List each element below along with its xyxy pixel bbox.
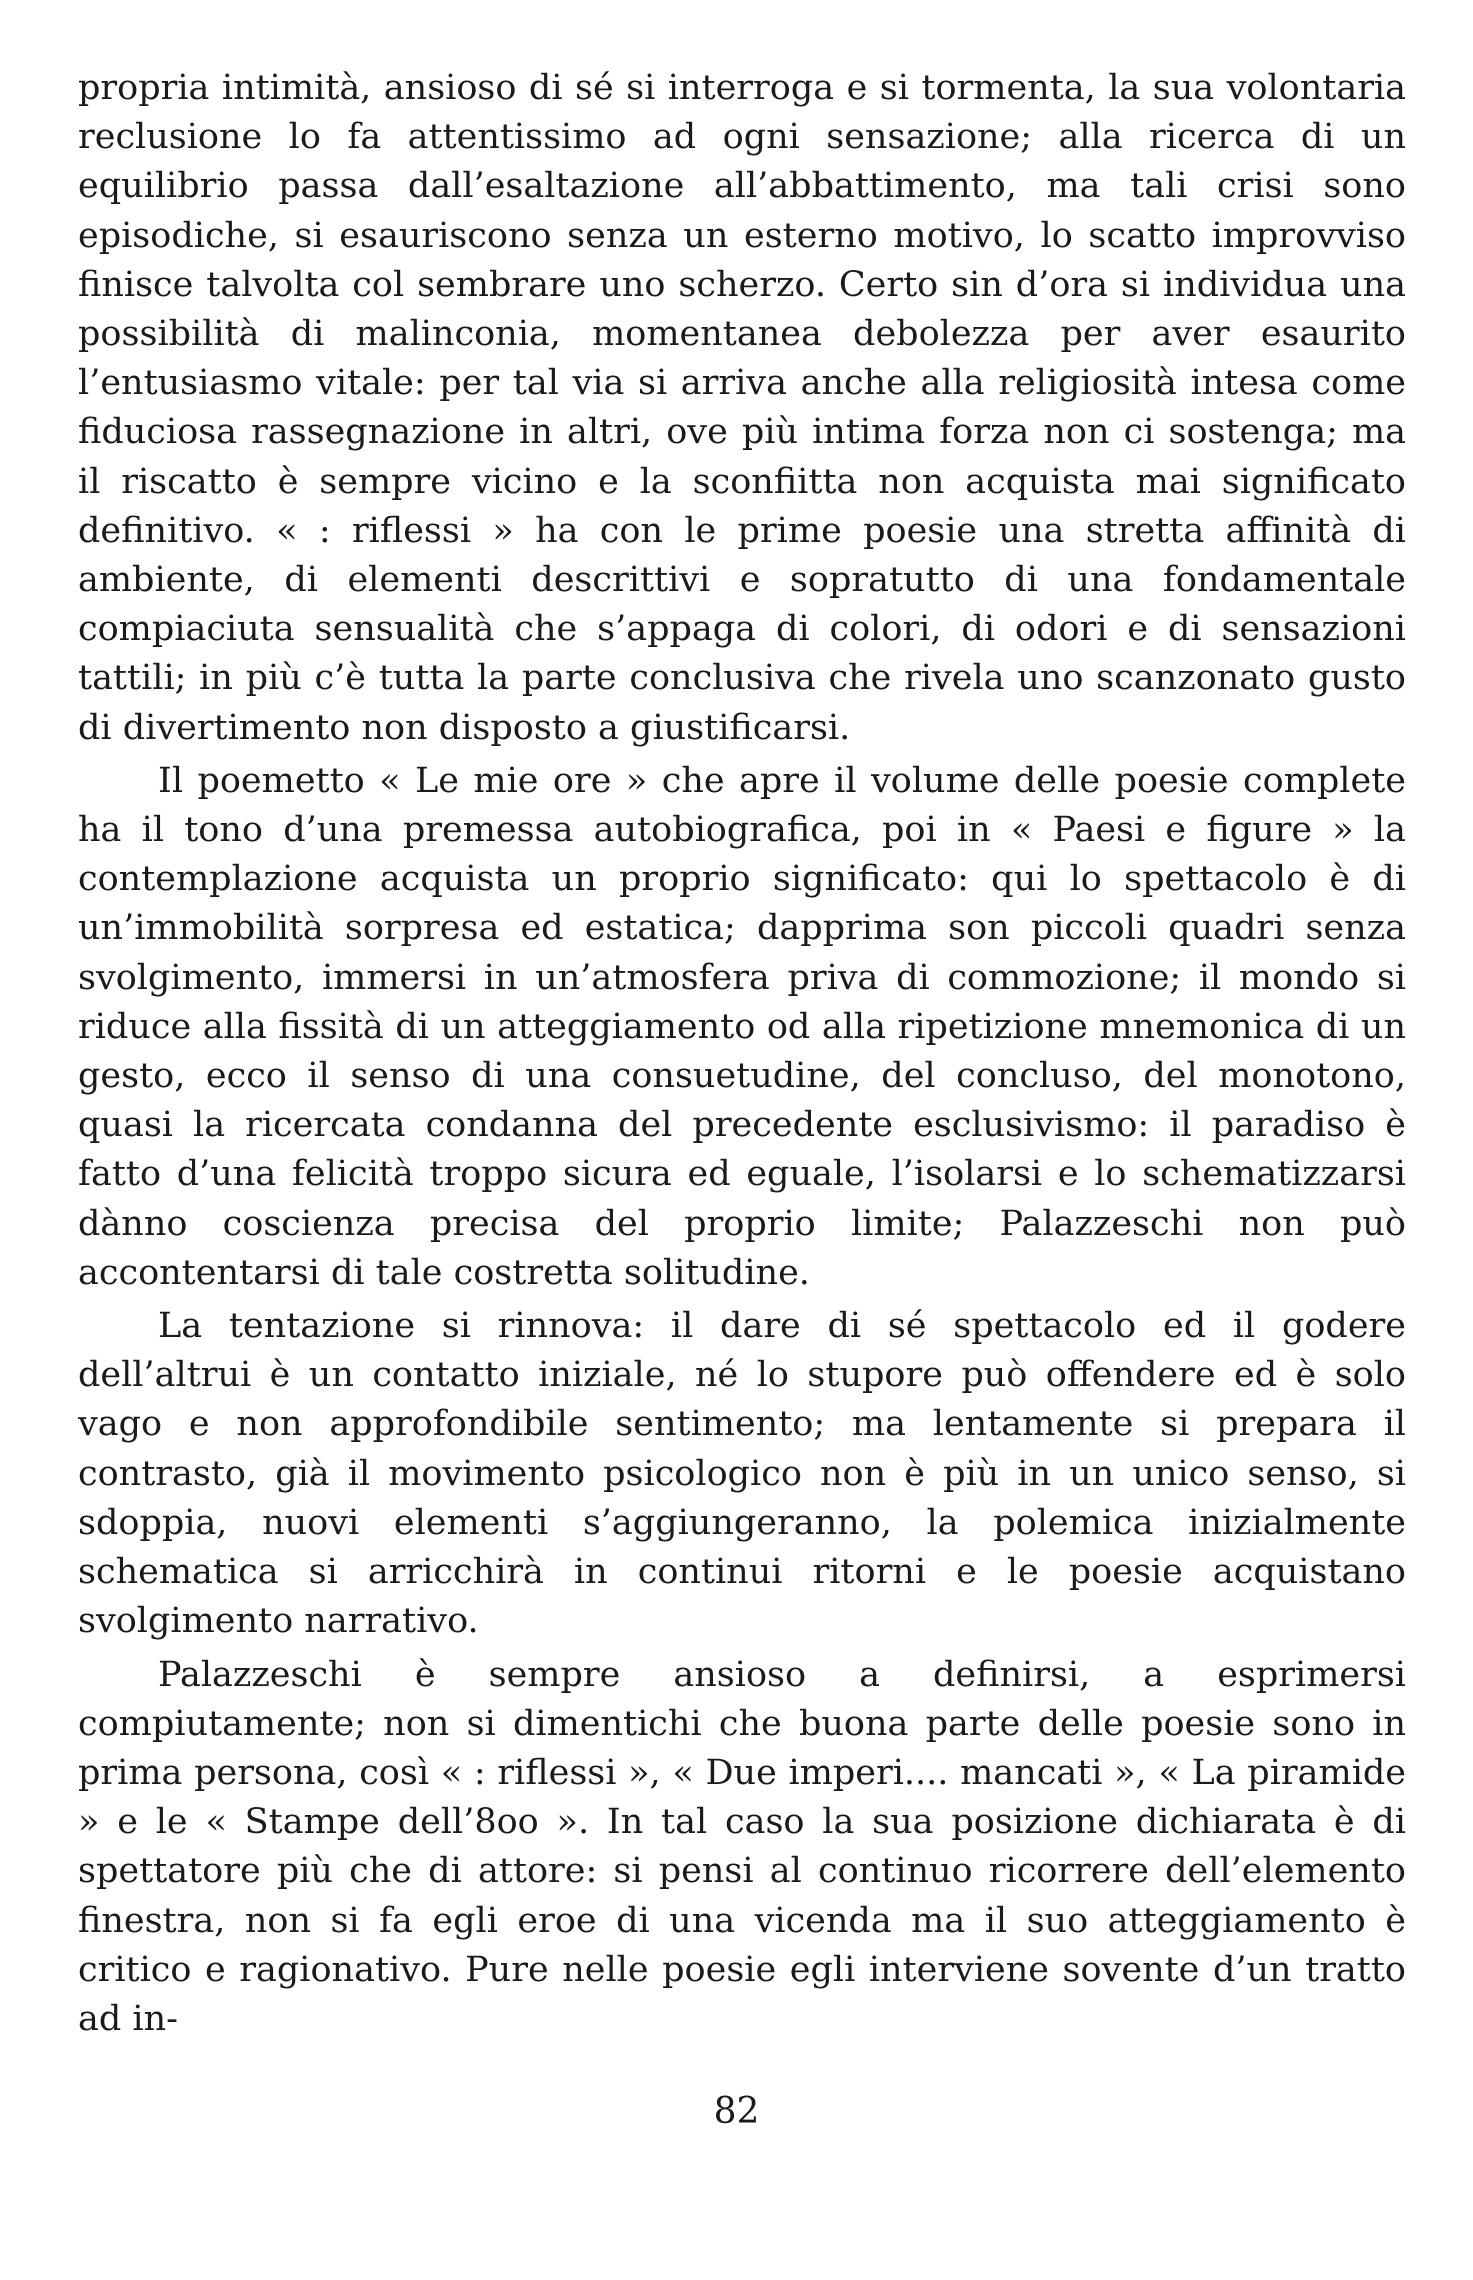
paragraph-3: La tentazione si rinnova: il dare di sé spettacolo ed il godere dell’altrui è un contatto iniziale, né lo stupore può offendere ed è solo vago e non approfondibile sentimento; ma lentamente si prepara il contrasto, già il movimento psicologico non è più in un unico senso, si sdoppia, nuovi elementi s’aggiungeranno, la polemica inizialmente schematica si arricchirà in continui ritorni e le poesie acquistano svolgimento narrativo. — [78, 1306, 1406, 1642]
body-text — [78, 64, 1406, 2044]
page-number: 82 — [713, 2091, 760, 2132]
paragraph-1: propria intimità, ansioso di sé si interroga e si tormenta, la sua volontaria reclusione lo fa attentissimo ad ogni sensazione; alla ricerca di un equilibrio passa dall’esaltazione all’abbattimento, ma tali crisi sono episodiche, si esauriscono senza un esterno motivo, lo scatto improvviso finisce talvolta col sembrare uno scherzo. Certo sin d’ora si individua una possibilità di malinconia, momentanea debolezza per aver esaurito l’entusiasmo vitale: per tal via si arriva anche alla religiosità intesa come fiduciosa rassegnazione in altri, ove più intima forza non ci sostenga; ma il riscatto è sempre vicino e la sconfiitta non acquista mai significato definitivo. « : riflessi » ha con le prime poesie una stretta affinità di ambiente, di elementi descrittivi e sopratutto di una fondamentale compiaciuta sensualità che s’appaga di colori, di odori e di sensazioni tattili; in più c’è tutta la parte conclusiva che rivela uno scanzonato gusto di divertimento non disposto a giustificarsi. — [78, 68, 1406, 748]
paragraph-2: Il poemetto « Le mie ore » che apre il volume delle poesie complete ha il tono d’una premessa autobiografica, poi in « Paesi e figure » la contemplazione acquista un proprio significato: qui lo spettacolo è di un’immobilità sorpresa ed estatica; dapprima son piccoli quadri senza svolgimento, immersi in un’atmosfera priva di commozione; il mondo si riduce alla fissità di un atteggiamento od alla ripetizione mnemonica di un gesto, ecco il senso di una consuetudine, del concluso, del monotono, quasi la ricercata condanna del precedente esclusivismo: il paradiso è fatto d’una felicità troppo sicura ed eguale, l’isolarsi e lo schematizzarsi dànno coscienza precisa del proprio limite; Palazzeschi non può accontentarsi di tale costretta solitudine. — [78, 760, 1406, 1293]
paragraph-4: Palazzeschi è sempre ansioso a definirsi, a esprimersi compiutamente; non si dimentichi che buona parte delle poesie sono in prima persona, così « : riflessi », « Due imperi.... mancati », « La piramide » e le « Stampe dell’8oo ». In tal caso la sua posizione dichiarata è di spettatore più che di attore: si pensi al continuo ricorrere dell’elemento finestra, non si fa egli eroe di una vicenda ma il suo atteggiamento è critico e ragionativo. Pure nelle poesie egli interviene sovente d’un tratto ad in- — [78, 1654, 1406, 2039]
